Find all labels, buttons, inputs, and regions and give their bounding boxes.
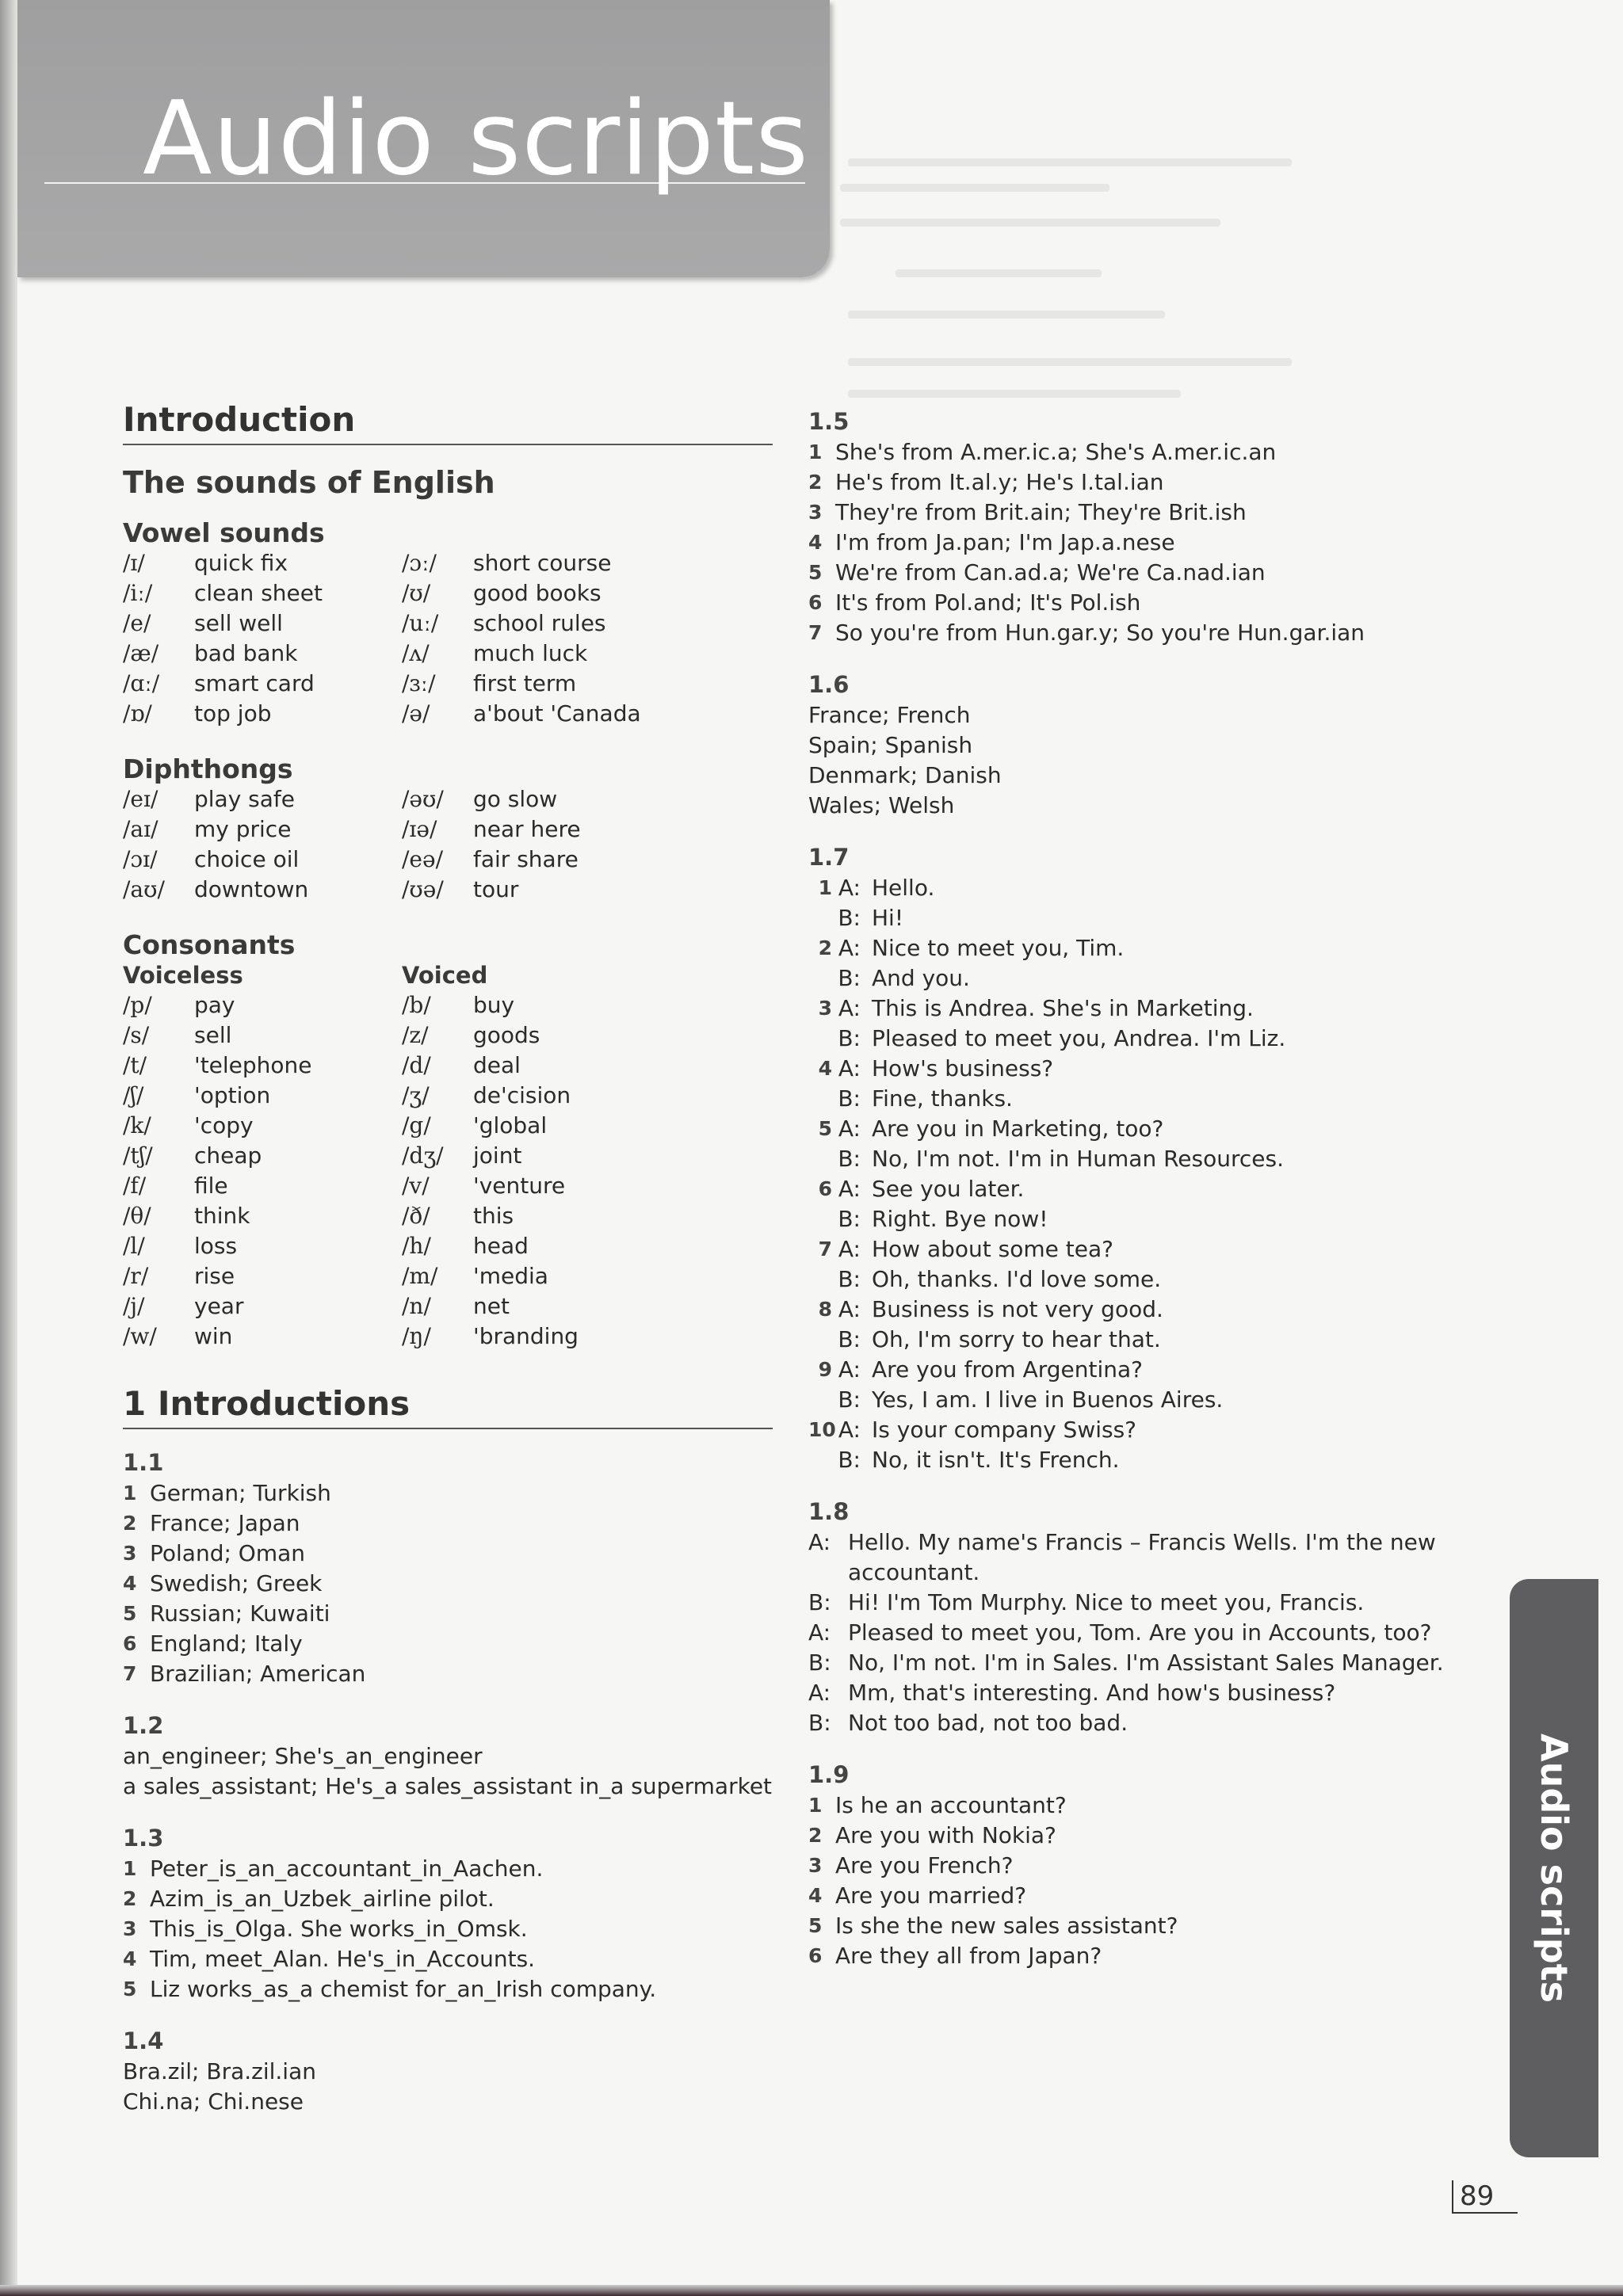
diphthong-example: my price xyxy=(194,816,292,842)
list-line: a sales_assistant; He's_a sales_assistant in_a supermarket xyxy=(123,1773,773,1799)
item-number: 4 xyxy=(123,1947,137,1970)
item-text: Russian; Kuwaiti xyxy=(150,1600,330,1627)
consonant-symbol: /l/ xyxy=(123,1233,145,1259)
diphthong-symbol: /eə/ xyxy=(402,846,444,872)
list-item xyxy=(808,558,1490,588)
consonant-symbol: /s/ xyxy=(123,1022,150,1048)
list-item xyxy=(123,1659,773,1689)
vowel-table xyxy=(123,548,773,729)
right-column xyxy=(808,396,1490,1971)
dialogue-line: Business is not very good. xyxy=(872,1296,1163,1322)
consonant-symbol: /g/ xyxy=(402,1112,431,1138)
item-text: Swedish; Greek xyxy=(150,1570,323,1596)
diphthong-example: go slow xyxy=(473,786,558,812)
diphthong-symbol: /ʊə/ xyxy=(402,876,444,902)
track-1-4-list xyxy=(123,2057,773,2117)
list-item xyxy=(808,588,1490,618)
item-text: France; Japan xyxy=(150,1510,300,1536)
track-1-4: 1.4 xyxy=(123,2027,164,2054)
vowel-symbol: /uː/ xyxy=(402,610,439,636)
list-item xyxy=(123,1914,773,1944)
consonant-symbol: /p/ xyxy=(123,992,152,1018)
exchange-number: 6 xyxy=(818,1177,832,1200)
speaker-label: B: xyxy=(838,1025,861,1051)
consonant-symbol: /w/ xyxy=(123,1323,157,1349)
list-item xyxy=(123,1974,773,2004)
exchange-number xyxy=(808,1264,832,1295)
bleed-through xyxy=(840,219,1220,227)
list-item xyxy=(123,1539,773,1569)
track-1-1: 1.1 xyxy=(123,1449,164,1476)
exchange-number: 4 xyxy=(818,1057,832,1080)
vowel-symbol: /æ/ xyxy=(123,640,159,666)
voiced-label: Voiced xyxy=(402,962,488,989)
diphthong-example: choice oil xyxy=(194,846,300,872)
list-item xyxy=(808,1791,1490,1821)
consonant-symbol: /f/ xyxy=(123,1173,147,1199)
speaker-label: A: xyxy=(838,1176,861,1202)
item-text: Are they all from Japan? xyxy=(835,1943,1102,1969)
item-number: 7 xyxy=(123,1662,137,1685)
speaker-label: B: xyxy=(838,1266,861,1292)
page-bottom-edge xyxy=(0,2285,1623,2296)
consonant-symbol: /ŋ/ xyxy=(402,1323,431,1349)
dialogue-line: Oh, thanks. I'd love some. xyxy=(872,1266,1162,1292)
item-text: This_is_Olga. She works_in_Omsk. xyxy=(150,1916,528,1942)
list-item xyxy=(123,1599,773,1629)
speaker-label: A: xyxy=(838,1055,861,1081)
item-number: 5 xyxy=(808,561,823,584)
speaker-label: A: xyxy=(838,1417,861,1443)
dialogue-line: No, it isn't. It's French. xyxy=(872,1447,1120,1473)
bleed-through xyxy=(848,311,1165,318)
dialogue-line: Are you from Argentina? xyxy=(872,1356,1144,1383)
dialogue-line: No, I'm not. I'm in Sales. I'm Assistant Sales Manager. xyxy=(848,1650,1444,1676)
speaker-label: B: xyxy=(838,965,861,991)
speaker-label: A: xyxy=(838,1296,861,1322)
consonant-example: 'telephone xyxy=(194,1052,312,1078)
dialogue-line: Oh, I'm sorry to hear that. xyxy=(872,1326,1161,1352)
item-text: Brazilian; American xyxy=(150,1661,366,1687)
diphthong-example: play safe xyxy=(194,786,296,812)
dialogue-line: Fine, thanks. xyxy=(872,1085,1013,1112)
diphthong-symbol: /ɪə/ xyxy=(402,816,437,842)
dialogue-line: And you. xyxy=(872,965,970,991)
exchange-number xyxy=(808,1325,832,1355)
consonant-example: pay xyxy=(194,992,235,1018)
item-number: 2 xyxy=(123,1512,137,1535)
exchange-number: 10 xyxy=(808,1418,836,1441)
consonant-example: rise xyxy=(194,1263,235,1289)
item-text: England; Italy xyxy=(150,1630,303,1657)
list-line: France; French xyxy=(808,702,971,728)
dialogue-line: Hello. My name's Francis – Francis Wells. I'm the new accountant. xyxy=(848,1529,1436,1585)
diphthong-symbol: /əʊ/ xyxy=(402,786,444,812)
track-1-1-list xyxy=(123,1478,773,1689)
item-text: Poland; Oman xyxy=(150,1540,306,1566)
vowel-example: much luck xyxy=(473,640,588,666)
list-item xyxy=(808,1881,1490,1911)
item-number: 3 xyxy=(123,1542,137,1565)
item-text: They're from Brit.ain; They're Brit.ish xyxy=(835,499,1247,525)
consonant-example: de'cision xyxy=(473,1082,571,1108)
consonant-symbol: /v/ xyxy=(402,1173,430,1199)
track-1-2-list xyxy=(123,1741,773,1802)
item-text: We're from Can.ad.a; We're Ca.nad.ian xyxy=(835,559,1266,585)
list-item xyxy=(808,1851,1490,1881)
exchange-number: 1 xyxy=(818,876,832,899)
page-number: 89 xyxy=(1452,2180,1518,2214)
consonant-example: loss xyxy=(194,1233,238,1259)
consonant-symbol: /dʒ/ xyxy=(402,1142,444,1169)
speaker-label: A: xyxy=(838,935,861,961)
vowel-symbol: /iː/ xyxy=(123,580,153,606)
consonant-example: cheap xyxy=(194,1142,262,1169)
diphthong-example: fair share xyxy=(473,846,579,872)
vowel-example: quick fix xyxy=(194,550,288,576)
vowel-example: a'bout 'Canada xyxy=(473,700,641,727)
speaker-label: A: xyxy=(838,1116,861,1142)
item-text: Is she the new sales assistant? xyxy=(835,1913,1178,1939)
vowel-symbol: /ɜː/ xyxy=(402,670,436,696)
vowel-symbol: /ɔː/ xyxy=(402,550,437,576)
list-item xyxy=(808,498,1490,528)
track-1-7: 1.7 xyxy=(808,844,850,871)
consonant-example: 'branding xyxy=(473,1323,579,1349)
vowel-example: sell well xyxy=(194,610,283,636)
dialogue-line: This is Andrea. She's in Marketing. xyxy=(872,995,1254,1021)
exchange-number xyxy=(808,903,832,933)
diphthong-symbol: /ɔɪ/ xyxy=(123,846,158,872)
consonant-symbol: /r/ xyxy=(123,1263,149,1289)
vowel-symbol: /ə/ xyxy=(402,700,430,727)
list-line: Denmark; Danish xyxy=(808,762,1002,788)
diphthong-example: near here xyxy=(473,816,581,842)
diphthong-symbol: /eɪ/ xyxy=(123,786,158,812)
vowel-example: first term xyxy=(473,670,577,696)
item-number: 2 xyxy=(123,1887,137,1910)
consonant-example: joint xyxy=(473,1142,522,1169)
dialogue-line: Nice to meet you, Tim. xyxy=(872,935,1125,961)
exchange-number: 7 xyxy=(818,1238,832,1261)
consonant-symbol: /tʃ/ xyxy=(123,1142,153,1169)
list-item xyxy=(808,1911,1490,1941)
track-1-3-list xyxy=(123,1854,773,2004)
consonant-example: net xyxy=(473,1293,510,1319)
list-line: an_engineer; She's_an_engineer xyxy=(123,1743,483,1769)
item-text: Is he an accountant? xyxy=(835,1792,1067,1818)
speaker-label: B: xyxy=(808,1710,831,1736)
vowel-example: short course xyxy=(473,550,612,576)
vowel-symbol: /ɒ/ xyxy=(123,700,152,727)
dialogue-line: Yes, I am. I live in Buenos Aires. xyxy=(872,1386,1224,1413)
list-item xyxy=(123,1569,773,1599)
vowel-example: bad bank xyxy=(194,640,298,666)
list-item xyxy=(123,1944,773,1974)
item-text: Are you with Nokia? xyxy=(835,1822,1056,1848)
track-1-8-dialogue xyxy=(808,1527,1490,1738)
exchange-number: 9 xyxy=(818,1358,832,1381)
item-text: Are you French? xyxy=(835,1852,1014,1878)
consonant-example: buy xyxy=(473,992,515,1018)
consonant-symbol: /ð/ xyxy=(402,1203,430,1229)
list-item xyxy=(123,1854,773,1884)
item-number: 7 xyxy=(808,621,823,644)
exchange-number xyxy=(808,1445,832,1475)
consonant-symbol: /n/ xyxy=(402,1293,431,1319)
item-number: 4 xyxy=(808,1884,823,1907)
speaker-label: B: xyxy=(838,1085,861,1112)
consonant-table xyxy=(123,960,773,1352)
bleed-through xyxy=(848,158,1292,166)
consonant-symbol: /t/ xyxy=(123,1052,147,1078)
vowel-symbol: /ʌ/ xyxy=(402,640,430,666)
subtitle-sounds-of-english: The sounds of English xyxy=(123,465,495,500)
speaker-label: A: xyxy=(838,995,861,1021)
side-tab xyxy=(1510,1579,1598,2157)
item-text: Azim_is_an_Uzbek_airline pilot. xyxy=(150,1886,495,1912)
item-number: 4 xyxy=(123,1572,137,1595)
vowel-example: clean sheet xyxy=(194,580,323,606)
section-title-introductions: 1 Introductions xyxy=(123,1380,773,1429)
item-number: 1 xyxy=(808,1794,823,1817)
exchange-number: 8 xyxy=(818,1298,832,1321)
dialogue-line: How about some tea? xyxy=(872,1236,1114,1262)
dialogue-line: Hi! xyxy=(872,905,904,931)
list-line: Chi.na; Chi.nese xyxy=(123,2088,304,2115)
consonant-example: this xyxy=(473,1203,514,1229)
exchange-number xyxy=(808,1385,832,1415)
item-number: 1 xyxy=(808,441,823,463)
list-item xyxy=(808,1821,1490,1851)
speaker-label: A: xyxy=(808,1619,831,1646)
item-number: 3 xyxy=(808,501,823,524)
list-item xyxy=(808,437,1490,467)
item-text: She's from A.mer.ic.a; She's A.mer.ic.an xyxy=(835,439,1277,465)
vowel-symbol: /e/ xyxy=(123,610,151,636)
consonant-symbol: /d/ xyxy=(402,1052,431,1078)
consonant-symbol: /k/ xyxy=(123,1112,151,1138)
consonant-example: 'media xyxy=(473,1263,548,1289)
left-column xyxy=(123,396,773,2117)
vowel-example: smart card xyxy=(194,670,315,696)
list-item xyxy=(808,467,1490,498)
dialogue-line: No, I'm not. I'm in Human Resources. xyxy=(872,1146,1284,1172)
item-text: Are you married? xyxy=(835,1882,1027,1909)
list-item xyxy=(123,1478,773,1508)
list-line: Wales; Welsh xyxy=(808,792,955,818)
exchange-number: 2 xyxy=(818,936,832,959)
item-text: Peter_is_an_accountant_in_Aachen. xyxy=(150,1855,544,1882)
list-line: Spain; Spanish xyxy=(808,732,973,758)
consonant-example: think xyxy=(194,1203,250,1229)
track-1-3: 1.3 xyxy=(123,1825,164,1852)
header-banner xyxy=(17,0,830,277)
item-number: 1 xyxy=(123,1482,137,1505)
dialogue-line: How's business? xyxy=(872,1055,1054,1081)
vowel-symbol: /ɪ/ xyxy=(123,550,145,576)
diphthong-symbol: /aʊ/ xyxy=(123,876,165,902)
exchange-number xyxy=(808,1084,832,1114)
item-number: 2 xyxy=(808,1824,823,1847)
bleed-through xyxy=(840,184,1109,192)
consonant-example: 'global xyxy=(473,1112,548,1138)
list-item xyxy=(123,1884,773,1914)
item-text: He's from It.al.y; He's I.tal.ian xyxy=(835,469,1164,495)
bleed-through xyxy=(896,269,1102,277)
page-binding-edge xyxy=(0,0,17,2296)
item-number: 3 xyxy=(123,1917,137,1940)
track-1-6: 1.6 xyxy=(808,671,850,698)
speaker-label: B: xyxy=(808,1650,831,1676)
list-item xyxy=(123,1508,773,1539)
item-number: 2 xyxy=(808,471,823,494)
item-number: 1 xyxy=(123,1857,137,1880)
speaker-label: A: xyxy=(838,1356,861,1383)
side-tab-label: Audio scripts xyxy=(1533,1733,1575,2004)
dialogue-line: Pleased to meet you, Tom. Are you in Accounts, too? xyxy=(848,1619,1432,1646)
exchange-number: 3 xyxy=(818,997,832,1020)
consonant-example: 'option xyxy=(194,1082,271,1108)
item-number: 6 xyxy=(808,591,823,614)
dialogue-line: Not too bad, not too bad. xyxy=(848,1710,1128,1736)
track-1-5: 1.5 xyxy=(808,408,850,435)
consonant-example: 'copy xyxy=(194,1112,254,1138)
consonant-symbol: /m/ xyxy=(402,1263,438,1289)
consonant-example: win xyxy=(194,1323,233,1349)
list-line: Bra.zil; Bra.zil.ian xyxy=(123,2058,316,2084)
section-title-introduction: Introduction xyxy=(123,396,773,445)
dialogue-line: Right. Bye now! xyxy=(872,1206,1048,1232)
exchange-number xyxy=(808,1144,832,1174)
consonant-example: goods xyxy=(473,1022,540,1048)
speaker-label: A: xyxy=(838,1236,861,1262)
exchange-number: 5 xyxy=(818,1117,832,1140)
consonant-symbol: /h/ xyxy=(402,1233,431,1259)
speaker-label: B: xyxy=(838,1146,861,1172)
consonants-title: Consonants xyxy=(123,929,296,960)
consonant-example: head xyxy=(473,1233,529,1259)
list-item xyxy=(808,618,1490,648)
consonant-symbol: /b/ xyxy=(402,992,431,1018)
list-item xyxy=(123,1629,773,1659)
speaker-label: B: xyxy=(838,1326,861,1352)
item-number: 5 xyxy=(123,1978,137,2000)
item-text: So you're from Hun.gar.y; So you're Hun.gar.ian xyxy=(835,620,1365,646)
dialogue-line: Mm, that's interesting. And how's business? xyxy=(848,1680,1336,1706)
item-number: 4 xyxy=(808,531,823,554)
track-1-8: 1.8 xyxy=(808,1498,850,1525)
vowel-sounds-title: Vowel sounds xyxy=(123,517,325,548)
consonant-symbol: /ʒ/ xyxy=(402,1082,430,1108)
dialogue-line: Are you in Marketing, too? xyxy=(872,1116,1164,1142)
item-number: 3 xyxy=(808,1854,823,1877)
track-1-9-list xyxy=(808,1791,1490,1971)
speaker-label: B: xyxy=(808,1589,831,1615)
item-number: 5 xyxy=(808,1914,823,1937)
consonant-example: deal xyxy=(473,1052,521,1078)
item-text: It's from Pol.and; It's Pol.ish xyxy=(835,589,1141,616)
track-1-2: 1.2 xyxy=(123,1712,164,1739)
speaker-label: A: xyxy=(838,875,861,901)
exchange-number xyxy=(808,1204,832,1234)
page-title: Audio scripts xyxy=(143,80,809,198)
list-item xyxy=(808,1941,1490,1971)
dialogue-line: See you later. xyxy=(872,1176,1025,1202)
item-text: I'm from Ja.pan; I'm Jap.a.nese xyxy=(835,529,1175,555)
item-number: 5 xyxy=(123,1602,137,1625)
diphthong-example: downtown xyxy=(194,876,309,902)
vowel-symbol: /ʊ/ xyxy=(402,580,431,606)
speaker-label: B: xyxy=(838,1447,861,1473)
consonant-symbol: /j/ xyxy=(123,1293,145,1319)
diphthongs-title: Diphthongs xyxy=(123,753,293,784)
item-text: German; Turkish xyxy=(150,1480,331,1506)
consonant-example: file xyxy=(194,1173,228,1199)
speaker-label: B: xyxy=(838,1386,861,1413)
consonant-symbol: /ʃ/ xyxy=(123,1082,144,1108)
dialogue-line: Pleased to meet you, Andrea. I'm Liz. xyxy=(872,1025,1286,1051)
track-1-7-dialogue xyxy=(808,873,1490,1475)
consonant-symbol: /z/ xyxy=(402,1022,429,1048)
item-text: Liz works_as_a chemist for_an_Irish company. xyxy=(150,1976,657,2002)
diphthong-symbol: /aɪ/ xyxy=(123,816,158,842)
exchange-number xyxy=(808,963,832,994)
consonant-example: 'venture xyxy=(473,1173,566,1199)
exchange-number xyxy=(808,1024,832,1054)
dialogue-line: Is your company Swiss? xyxy=(872,1417,1137,1443)
consonant-example: year xyxy=(194,1293,244,1319)
bleed-through xyxy=(848,358,1292,366)
speaker-label: B: xyxy=(838,1206,861,1232)
list-item xyxy=(808,528,1490,558)
item-number: 6 xyxy=(123,1632,137,1655)
track-1-5-list xyxy=(808,437,1490,648)
consonant-example: sell xyxy=(194,1022,232,1048)
consonant-symbol: /θ/ xyxy=(123,1203,151,1229)
vowel-example: good books xyxy=(473,580,601,606)
speaker-label: A: xyxy=(808,1680,831,1706)
track-1-9: 1.9 xyxy=(808,1761,850,1788)
dialogue-line: Hello. xyxy=(872,875,935,901)
vowel-example: top job xyxy=(194,700,272,727)
speaker-label: B: xyxy=(838,905,861,931)
vowel-symbol: /ɑː/ xyxy=(123,670,160,696)
diphthong-example: tour xyxy=(473,876,519,902)
item-text: Tim, meet_Alan. He's_in_Accounts. xyxy=(150,1946,536,1972)
speaker-label: A: xyxy=(808,1529,831,1555)
voiceless-label: Voiceless xyxy=(123,962,243,989)
track-1-6-list xyxy=(808,700,1490,821)
vowel-example: school rules xyxy=(473,610,606,636)
item-number: 6 xyxy=(808,1944,823,1967)
dialogue-line: Hi! I'm Tom Murphy. Nice to meet you, Francis. xyxy=(848,1589,1365,1615)
diphthong-table xyxy=(123,784,773,905)
